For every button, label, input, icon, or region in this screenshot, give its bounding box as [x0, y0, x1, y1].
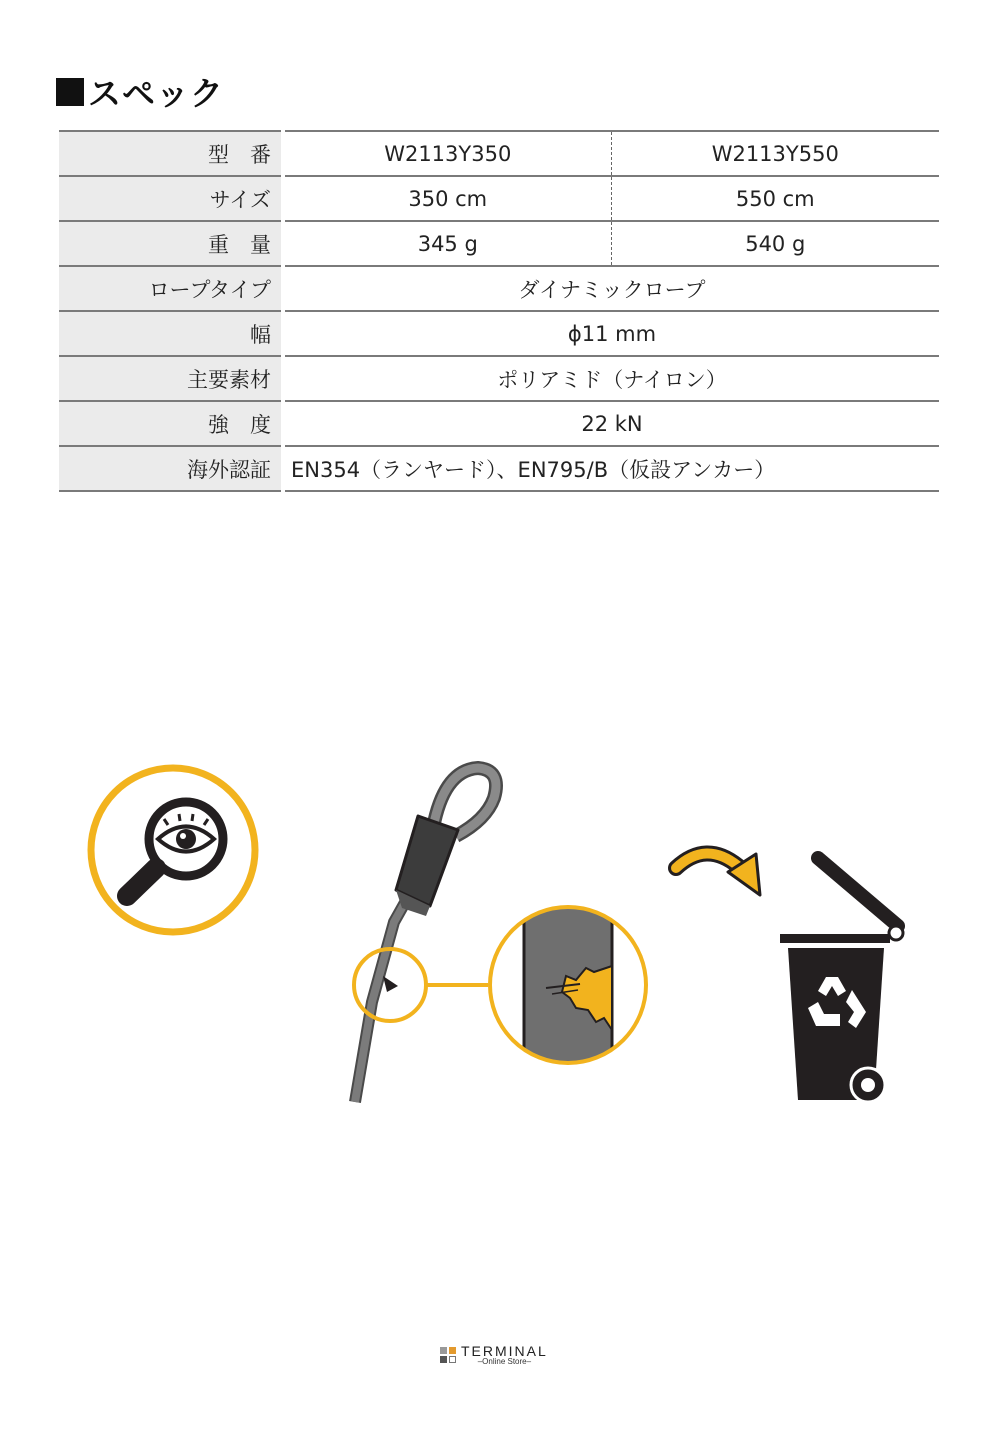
magnifier-eye-icon [91, 768, 255, 932]
row-value: ダイナミックロープ [283, 266, 939, 311]
row-value: EN354（ランヤード）、EN795/B（仮設アンカー） [283, 446, 939, 491]
row-label: 型 番 [59, 131, 283, 176]
table-row [59, 311, 939, 356]
row-label: 強 度 [59, 401, 283, 446]
row-label: 海外認証 [59, 446, 283, 491]
row-label: サイズ [59, 176, 283, 221]
row-label: 重 量 [59, 221, 283, 266]
brand-name: TERMINAL [461, 1343, 548, 1359]
row-value: 350 cm [283, 176, 611, 221]
terminal-logo-icon [440, 1347, 456, 1363]
table-row [59, 401, 939, 446]
row-value: 345 g [283, 221, 611, 266]
row-value: W2113Y350 [283, 131, 611, 176]
table-row [59, 446, 939, 491]
rope-lanyard-icon [354, 768, 496, 1102]
inspection-illustration [0, 740, 1000, 1120]
table-row [59, 176, 939, 221]
table-row [59, 356, 939, 401]
table-row [59, 221, 939, 266]
footer-logo [440, 1344, 548, 1366]
row-value: ϕ11 mm [283, 311, 939, 356]
row-value: ポリアミド（ナイロン） [283, 356, 939, 401]
row-label: 幅 [59, 311, 283, 356]
table-row [59, 131, 939, 176]
row-value: 22 kN [283, 401, 939, 446]
section-heading [56, 68, 224, 115]
row-label: ロープタイプ [59, 266, 283, 311]
recycle-bin-icon [780, 858, 903, 1102]
rope-damage-zoom-icon [490, 900, 646, 1080]
table-row [59, 266, 939, 311]
spec-table [59, 130, 939, 492]
row-value: 540 g [611, 221, 939, 266]
row-value: 550 cm [611, 176, 939, 221]
brand-subtitle: –Online Store– [477, 1357, 532, 1366]
heading-text: スペック [88, 74, 224, 113]
heading-square-icon [56, 78, 84, 106]
row-value: W2113Y550 [611, 131, 939, 176]
row-label: 主要素材 [59, 356, 283, 401]
curved-arrow-icon [676, 853, 760, 895]
